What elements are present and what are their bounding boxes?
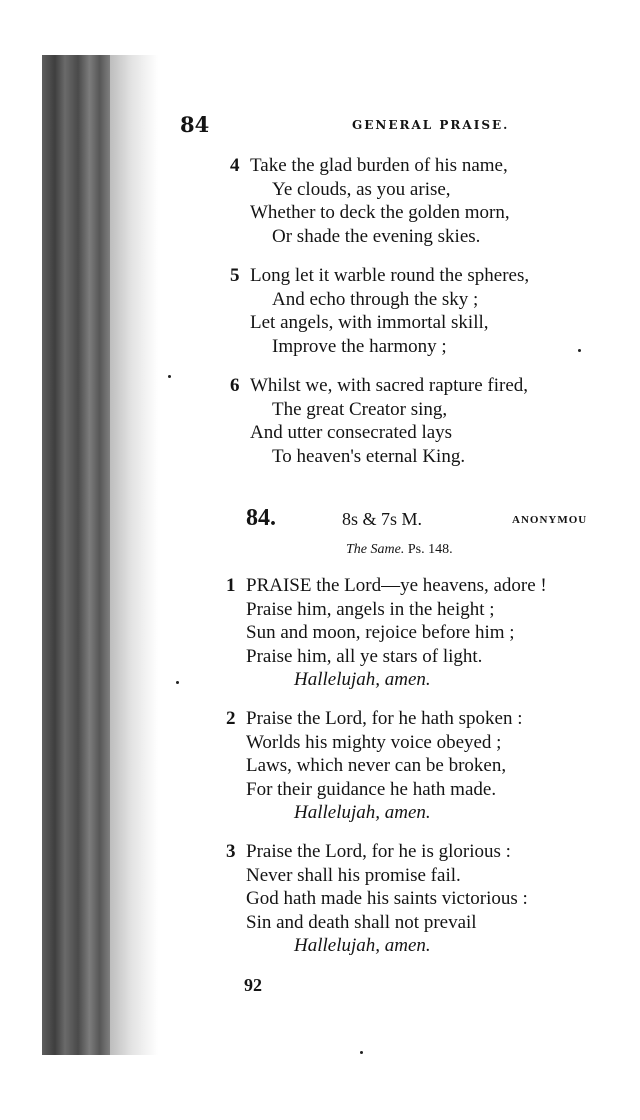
stanza-2	[226, 707, 523, 825]
verse-line: For their guidance he hath made.	[246, 778, 497, 800]
verse-line: Whether to deck the golden morn,	[250, 202, 510, 223]
hymn-subtitle-title: The Same.	[346, 542, 405, 557]
refrain: Hallelujah, amen.	[294, 802, 431, 823]
stanza-1	[226, 574, 547, 692]
stanza-4	[230, 154, 510, 248]
verse-line: Sun and moon, rejoice before him ;	[246, 622, 515, 643]
hymn-subtitle-ref: Ps. 148.	[407, 542, 453, 557]
hymn-meter: 8s & 7s M.	[342, 509, 423, 529]
ink-speck	[578, 349, 581, 352]
stanza-number: 6	[230, 375, 240, 396]
page-header	[180, 112, 600, 136]
verse-line: God hath made his saints victorious :	[246, 888, 528, 909]
page-number: 84	[180, 112, 210, 137]
verse-line: Praise him, angels in the height ;	[246, 598, 495, 620]
verse-line: Praise the Lord, for he is glorious :	[246, 841, 511, 862]
stanza-3	[226, 840, 528, 958]
stanza-number: 1	[226, 575, 236, 596]
ink-speck	[360, 1051, 363, 1054]
stanza-number: 3	[226, 841, 236, 862]
ink-speck	[176, 681, 179, 684]
verse-line: And utter consecrated lays	[250, 422, 453, 443]
verse-line: To heaven's eternal King.	[272, 445, 466, 467]
running-head: GENERAL PRAISE.	[352, 118, 510, 132]
verse-line: Ye clouds, as you arise,	[272, 178, 451, 200]
hymn-author: ANONYMOU	[512, 514, 588, 526]
verse-line: Long let it warble round the spheres,	[250, 265, 530, 286]
stanza-number: 4	[230, 155, 240, 176]
verse-line: the Lord—ye heavens, adore !	[311, 575, 547, 596]
verse-line: Praise him, all ye stars of light.	[246, 645, 483, 667]
verse-line: Or shade the evening skies.	[272, 225, 481, 247]
verse-line: Never shall his promise fail.	[246, 864, 461, 886]
gutter-fade	[110, 55, 158, 1055]
refrain: Hallelujah, amen.	[294, 935, 431, 956]
verse-line: Praise the Lord, for he hath spoken :	[246, 708, 523, 729]
signature-mark: 92	[244, 975, 262, 995]
verse-line: Whilst we, with sacred rapture fired,	[250, 375, 529, 396]
stanza-6	[230, 374, 529, 468]
verse-line: Let angels, with immortal skill,	[250, 312, 489, 333]
verse-line: Laws, which never can be broken,	[246, 755, 507, 776]
hymn-subtitle	[346, 542, 453, 558]
verse-line: Worlds his mighty voice obeyed ;	[246, 731, 502, 753]
refrain: Hallelujah, amen.	[294, 669, 431, 690]
verse-line: And echo through the sky ;	[272, 288, 479, 310]
ink-speck	[168, 375, 171, 378]
verse-line: Improve the harmony ;	[272, 335, 447, 357]
stanza-5	[230, 264, 530, 358]
hymn-number: 84.	[246, 505, 276, 531]
book-gutter-shadow	[42, 55, 114, 1055]
verse-line: Sin and death shall not prevail	[246, 911, 477, 933]
verse-line: The great Creator sing,	[272, 398, 448, 420]
stanza-number: 2	[226, 708, 236, 729]
stanza-number: 5	[230, 265, 240, 286]
hymn-heading	[246, 505, 606, 535]
small-caps-first-word: PRAISE	[246, 575, 312, 596]
verse-line: Take the glad burden of his name,	[250, 155, 508, 176]
